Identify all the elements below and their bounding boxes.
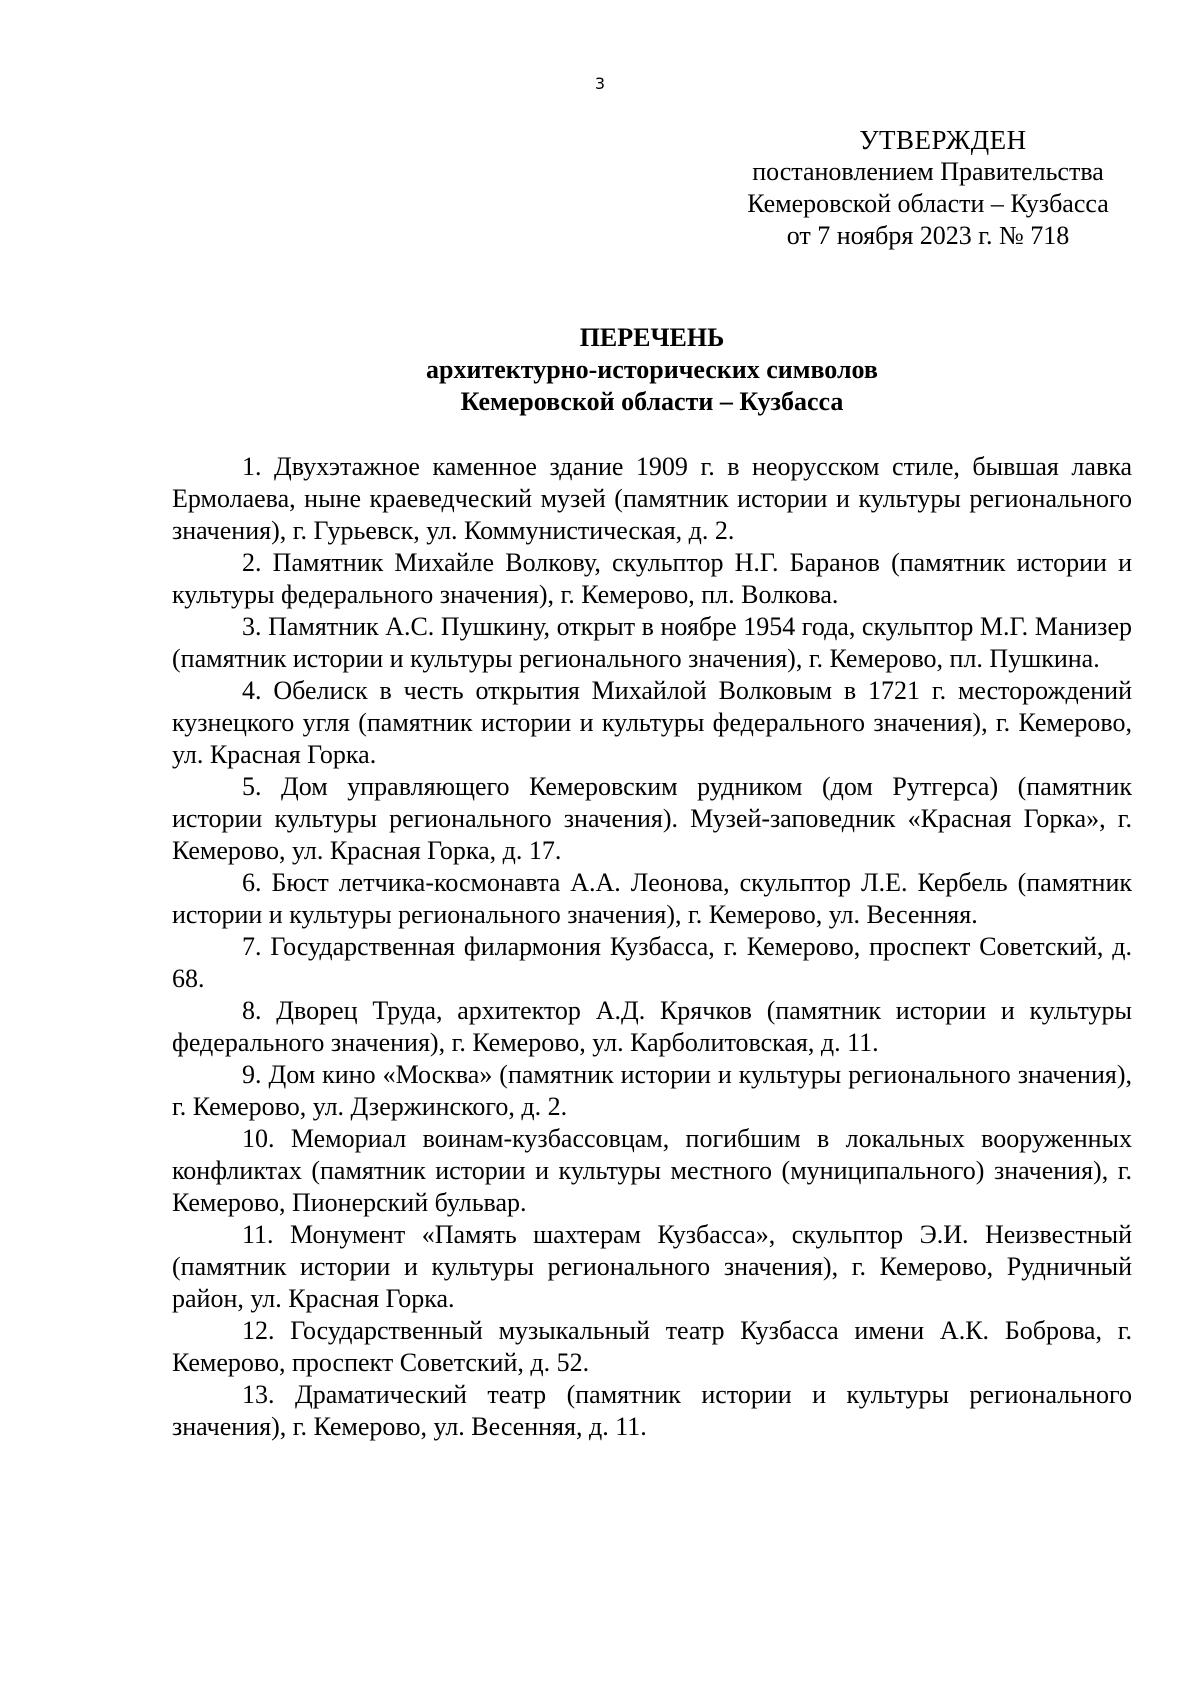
document-title [172,322,1132,418]
list-item: 11. Монумент «Память шахтерам Кузбасса», скульптор Э.И. Неизвестный (памятник истории и культуры регионального значения), г. Кемерово, Рудничный район, ул. Красная Горка. [172,1220,1132,1313]
title-line-1: ПЕРЕЧЕНЬ [579,323,725,352]
list-item: 6. Бюст летчика-космонавта А.А. Леонова, скульптор Л.Е. Кербель (памятник истории и культуры регионального значения), г. Кемерово, ул. Весенняя. [172,868,1132,929]
approval-line-region: Кемеровской области – Кузбасса [747,189,1109,218]
list-item: 13. Драматический театр (памятник истории и культуры регионального значения), г. Кемерово, ул. Весенняя, д. 11. [172,1380,1132,1441]
title-line-3: Кемеровской области – Кузбасса [460,387,844,416]
approval-line-date: от 7 ноября 2023 г. № 718 [786,221,1070,250]
list-item: 8. Дворец Труда, архитектор А.Д. Крячков (памятник истории и культуры федерального значения), г. Кемерово, ул. Карболитовская, д. 11. [172,996,1132,1057]
list-item: 9. Дом кино «Москва» (памятник истории и культуры регионального значения), г. Кемерово, ул. Дзержинского, д. 2. [172,1060,1132,1121]
list-item: 10. Мемориал воинам-кузбассовцам, погибшим в локальных вооруженных конфликтах (памятник истории и культуры местного (муниципального) значения), г. Кемерово, Пионерский бульвар. [172,1124,1132,1217]
list-item: 1. Двухэтажное каменное здание 1909 г. в неорусском стиле, бывшая лавка Ермолаева, ныне краеведческий музей (памятник истории и культуры регионального значения), г. Гурьевск, ул. Коммунистическая, д. 2. [172,452,1132,545]
approval-heading: УТВЕРЖДЕН [859,125,1027,155]
page-number: 3 [594,74,606,93]
list-item: 5. Дом управляющего Кемеровским рудником (дом Рутгерса) (памятник истории культуры регионального значения). Музей-заповедник «Красная Горка», г. Кемерово, ул. Красная Горка, д. 17. [172,772,1132,865]
title-line-2: архитектурно-исторических символов [426,355,878,384]
list-item: 2. Памятник Михайле Волкову, скульптор Н.Г. Баранов (памятник истории и культуры федерального значения), г. Кемерово, пл. Волкова. [172,548,1132,609]
symbols-list [172,451,1132,1443]
list-item: 4. Обелиск в честь открытия Михайлой Волковым в 1721 г. месторождений кузнецкого угля (памятник истории и культуры федерального значения), г. Кемерово, ул. Красная Горка. [172,676,1132,769]
list-item: 3. Памятник А.С. Пушкину, открыт в ноябре 1954 года, скульптор М.Г. Манизер (памятник истории и культуры регионального значения), г. Кемерово, пл. Пушкина. [172,612,1132,673]
list-item: 12. Государственный музыкальный театр Кузбасса имени А.К. Боброва, г. Кемерово, проспект Советский, д. 52. [172,1316,1132,1377]
list-item: 7. Государственная филармония Кузбасса, г. Кемерово, проспект Советский, д. 68. [172,932,1132,993]
approval-block [718,124,1138,252]
approval-line-resolution: постановлением Правительства [752,157,1104,186]
